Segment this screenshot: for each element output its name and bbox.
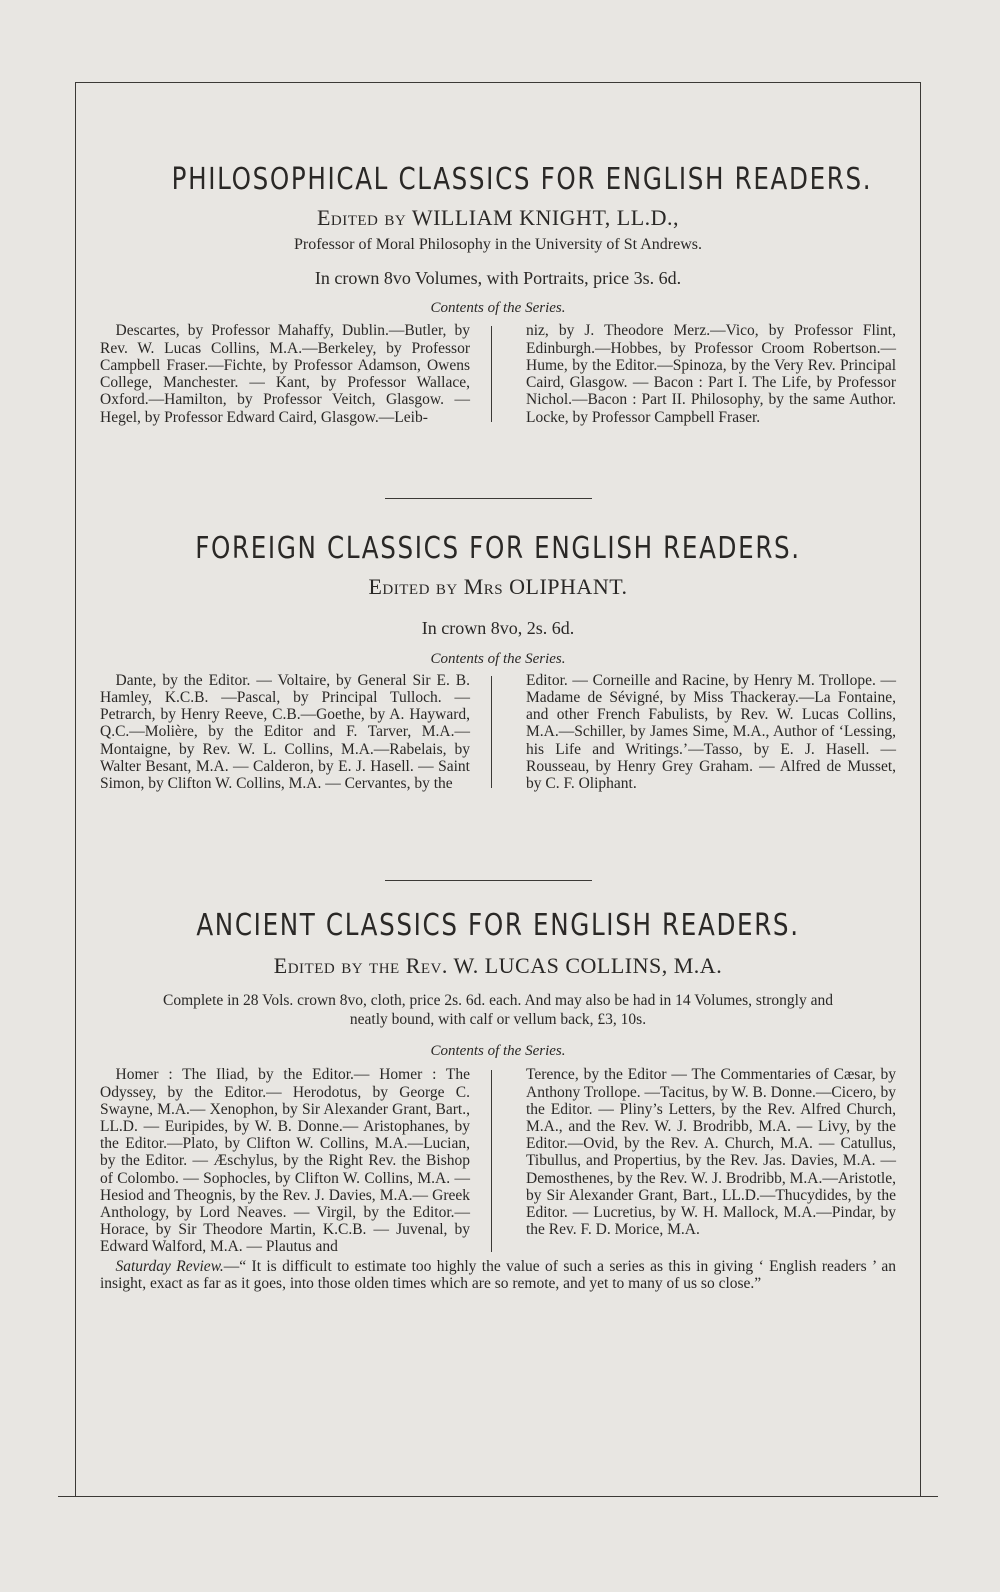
section-divider: [385, 498, 592, 499]
contents-column-left: Homer : The Iliad, by the Editor.— Homer : The Odyssey, by the Editor.— Herodotus, by George C. Swayne, M.A.— Xenophon, by Sir Alexander Grant, Bart., LL.D. — Euripides, by W. B. Donne.— Aristophanes, by the Editor.—Plato, by Clifton W. Collins, M.A.—Lucian, by the Editor. — Æschylus, by the Right Rev. the Bishop of Colombo. — Sophocles, by Clifton W. Collins, M.A. — Hesiod and Theognis, by the Rev. J. Davies, M.A.— Greek Anthology, by Lord Neaves. — Virgil, by the Editor.—Horace, by Sir Theodore Martin, K.C.B. — Juvenal, by Edward Walford, M.A. — Plautus and: [100, 1066, 470, 1256]
philosophical-editor-line: [100, 205, 896, 231]
bottom-rule: [58, 1496, 938, 1497]
edited-by-label: Edited by Mrs: [368, 574, 504, 599]
price-line: In crown 8vo Volumes, with Portraits, price 3s. 6d.: [314, 268, 682, 289]
saturday-review-quote: [100, 1258, 896, 1292]
philosophical-heading: PHILOSOPHICAL CLASSICS FOR ENGLISH READERS.: [171, 162, 873, 197]
foreign-heading: FOREIGN CLASSICS FOR ENGLISH READERS.: [195, 531, 801, 566]
contents-columns: [100, 322, 896, 425]
contents-column-left: Dante, by the Editor. — Voltaire, by General Sir E. B. Hamley, K.C.B. —Pascal, by Principal Tulloch. — Petrarch, by Henry Reeve, C.B.—Goethe, by A. Hayward, Q.C.—Molière, by the Editor and F. Tarver, M.A.—Montaigne, by Rev. W. L. Collins, M.A.—Rabelais, by Walter Besant, M.A. — Calderon, by E. J. Hasell. — Saint Simon, by Clifton W. Collins, M.A. — Cervantes, by the: [100, 671, 470, 792]
philosophical-section: [100, 162, 896, 426]
ancient-editor-line: [100, 953, 896, 979]
contents-column-right: niz, by J. Theodore Merz.—Vico, by Professor Flint, Edinburgh.—Hobbes, by Professor Croom Robertson.—Hume, by the Editor.—Spinoza, by the Very Rev. Principal Caird, Glasgow. — Bacon : Part I. The Life, by Professor Nichol.—Bacon : Part II. Philosophy, by the same Author. Locke, by Professor Campbell Fraser.: [526, 322, 896, 426]
contents-title: Contents of the Series.: [430, 650, 566, 667]
ancient-section: [100, 908, 897, 1292]
contents-column-right: Terence, by the Editor — The Commentaries of Cæsar, by Anthony Trollope. —Tacitus, by W. B. Donne.—Cicero, by the Editor. — Pliny’s Letters, by the Rev. Alfred Church, M.A., and the Rev. W. J. Brodribb, M.A. — Livy, by the Editor.—Ovid, by the Rev. A. Church, M.A. — Catullus, Tibullus, and Propertius, by the Rev. Jas. Davies, M.A. — Demosthenes, by the Rev. W. J. Brodribb, M.A.—Aristotle, by Sir Alexander Grant, Bart., LL.D.—Thucydides, by the Editor. — Lucretius, by W. H. Mallock, M.A.—Pindar, by the Rev. F. D. Morice, M.A.: [526, 1066, 896, 1239]
review-source: Saturday Review.: [115, 1257, 224, 1275]
editor-title: Professor of Moral Philosophy in the University of St Andrews.: [294, 236, 702, 254]
review-text: —“ It is difficult to estimate too highly the value of such a series as this in giving ‘ English readers ’ an insight, exact as far as it goes, into those olden times which are so remote, and yet to many of us so close.”: [100, 1257, 897, 1292]
column-divider: [491, 676, 492, 788]
editor-name: W. LUCAS COLLINS, M.A.: [453, 953, 723, 978]
column-divider: [491, 1070, 492, 1251]
column-divider: [491, 326, 492, 421]
contents-title: Contents of the Series.: [430, 1043, 566, 1060]
editor-name: OLIPHANT.: [509, 574, 628, 599]
edited-by-label: Edited by the Rev.: [273, 953, 448, 978]
ancient-heading: ANCIENT CLASSICS FOR ENGLISH READERS.: [196, 908, 800, 943]
price-line: Complete in 28 Vols. crown 8vo, cloth, price 2s. 6d. each. And may also be had in 14 Volumes, strongly and neatly bound, with calf or vellum back, £3, 10s.: [162, 992, 833, 1029]
contents-title: Contents of the Series.: [430, 300, 566, 317]
price-line: In crown 8vo, 2s. 6d.: [421, 618, 575, 639]
foreign-section: [100, 531, 896, 792]
foreign-editor-line: [100, 574, 896, 600]
contents-columns: [100, 672, 896, 792]
contents-column-right: Editor. — Corneille and Racine, by Henry M. Trollope. — Madame de Sévigné, by Miss Thackeray.—La Fontaine, and other French Fabulists, by Rev. W. Lucas Collins, M.A.—Schiller, by James Sime, M.A., Author of ‘Lessing, his Life and Writings.’—Tasso, by E. J. Hasell. — Rousseau, by Henry Grey Graham. — Alfred de Musset, by C. F. Oliphant.: [526, 671, 896, 792]
section-divider: [385, 880, 592, 881]
contents-columns: [100, 1066, 896, 1255]
edited-by-label: Edited by: [316, 205, 407, 230]
editor-name: WILLIAM KNIGHT, LL.D.,: [411, 205, 680, 230]
contents-column-left: Descartes, by Professor Mahaffy, Dublin.—Butler, by Rev. W. Lucas Collins, M.A.—Berkeley, by Professor Campbell Fraser.—Fichte, by Professor Adamson, Owens College, Manchester. — Kant, by Professor Wallace, Oxford.—Hamilton, by Professor Veitch, Glasgow. — Hegel, by Professor Edward Caird, Glasgow.—Leib-: [100, 322, 470, 426]
